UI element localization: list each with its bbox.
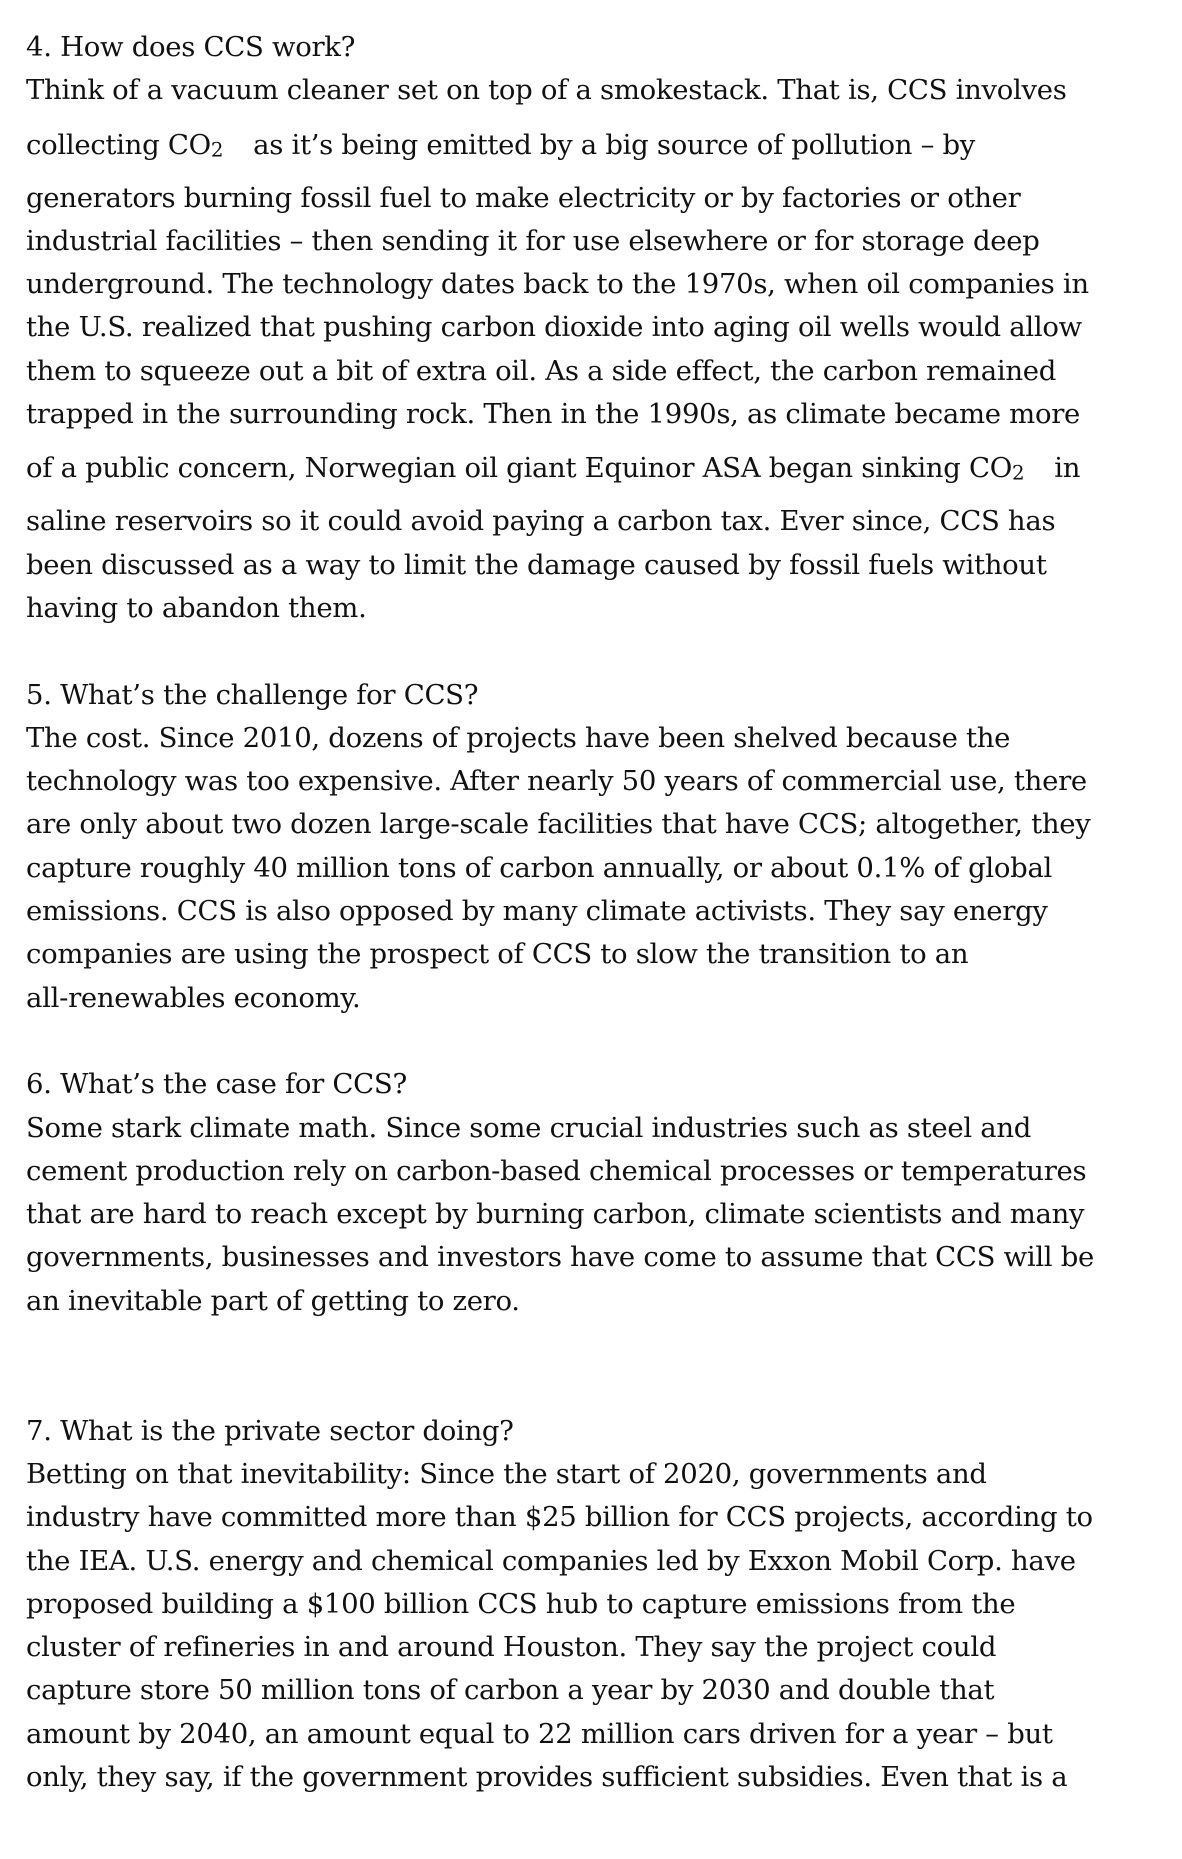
- paragraph-gap: [26, 630, 1176, 673]
- paragraph-line: an inevitable part of getting to zero.: [26, 1284, 520, 1317]
- paragraph-line: the IEA. U.S. energy and chemical companies led by Exxon Mobil Corp. have: [26, 1544, 1076, 1577]
- paragraph-line: industry have committed more than $25 billion for CCS projects, according to: [26, 1501, 1093, 1534]
- paragraph-line: only, they say, if the government provides sufficient subsidies. Even that is a: [26, 1760, 1068, 1793]
- paragraph-line: cement production rely on carbon-based chemical processes or temperatures: [26, 1154, 1087, 1187]
- text-run: of a public concern, Norwegian oil giant Equinor ASA began sinking CO: [26, 452, 1012, 485]
- paragraph-line: been discussed as a way to limit the damage caused by fossil fuels without: [26, 548, 1047, 581]
- text-run: in: [1054, 452, 1081, 485]
- paragraph-line: are only about two dozen large-scale facilities that have CCS; altogether, they: [26, 808, 1091, 841]
- paragraph-line: all-renewables economy.: [26, 981, 361, 1014]
- section-heading: 7. What is the private sector doing?: [26, 1414, 514, 1447]
- paragraph-gap: [26, 1323, 1176, 1410]
- paragraph-line: emissions. CCS is also opposed by many climate activists. They say energy: [26, 895, 1048, 928]
- paragraph-gap: [26, 1020, 1176, 1063]
- section-7: [26, 1410, 1176, 1800]
- paragraph-line: Betting on that inevitability: Since the start of 2020, governments and: [26, 1457, 987, 1490]
- paragraph-line: [26, 436, 1176, 500]
- paragraph-line: Think of a vacuum cleaner set on top of a smokestack. That is, CCS involves: [26, 74, 1067, 107]
- paragraph-line: generators burning fossil fuel to make electricity or by factories or other: [26, 181, 1021, 214]
- paragraph-line: that are hard to reach except by burning carbon, climate scientists and many: [26, 1198, 1085, 1231]
- paragraph-line: proposed building a $100 billion CCS hub to capture emissions from the: [26, 1587, 1016, 1620]
- paragraph-line: underground. The technology dates back to the 1970s, when oil companies in: [26, 268, 1089, 301]
- section-heading: 6. What’s the case for CCS?: [26, 1068, 407, 1101]
- paragraph-line: industrial facilities – then sending it for use elsewhere or for storage deep: [26, 224, 1040, 257]
- paragraph-line: [26, 113, 1176, 177]
- paragraph-line: the U.S. realized that pushing carbon dioxide into aging oil wells would allow: [26, 311, 1082, 344]
- paragraph-line: technology was too expensive. After nearly 50 years of commercial use, there: [26, 765, 1087, 798]
- section-heading: 4. How does CCS work?: [26, 31, 356, 63]
- paragraph-line: capture roughly 40 million tons of carbon annually, or about 0.1% of global: [26, 851, 1053, 884]
- paragraph-line: cluster of refineries in and around Houston. They say the project could: [26, 1631, 997, 1664]
- paragraph-line: trapped in the surrounding rock. Then in the 1990s, as climate became more: [26, 398, 1081, 431]
- paragraph-line: The cost. Since 2010, dozens of projects have been shelved because the: [26, 721, 1011, 754]
- section-5: [26, 674, 1176, 1020]
- paragraph-line: capture store 50 million tons of carbon a year by 2030 and double that: [26, 1674, 995, 1707]
- text-run: collecting CO: [26, 128, 211, 161]
- paragraph-line: saline reservoirs so it could avoid paying a carbon tax. Ever since, CCS has: [26, 505, 1056, 538]
- paragraph-line: them to squeeze out a bit of extra oil. As a side effect, the carbon remained: [26, 354, 1057, 387]
- text-run: as it’s being emitted by a big source of pollution – by: [253, 128, 976, 161]
- subscript-2: 2: [210, 137, 224, 161]
- document-page: [26, 26, 1176, 1799]
- paragraph-line: companies are using the prospect of CCS to slow the transition to an: [26, 938, 969, 971]
- section-4: [26, 26, 1176, 630]
- paragraph-line: amount by 2040, an amount equal to 22 million cars driven for a year – but: [26, 1717, 1053, 1750]
- section-heading: 5. What’s the challenge for CCS?: [26, 678, 479, 711]
- subscript-2: 2: [1011, 461, 1025, 485]
- paragraph-line: having to abandon them.: [26, 591, 367, 624]
- paragraph-line: governments, businesses and investors have come to assume that CCS will be: [26, 1241, 1095, 1274]
- paragraph-line: Some stark climate math. Since some crucial industries such as steel and: [26, 1111, 1032, 1144]
- section-6: [26, 1063, 1176, 1323]
